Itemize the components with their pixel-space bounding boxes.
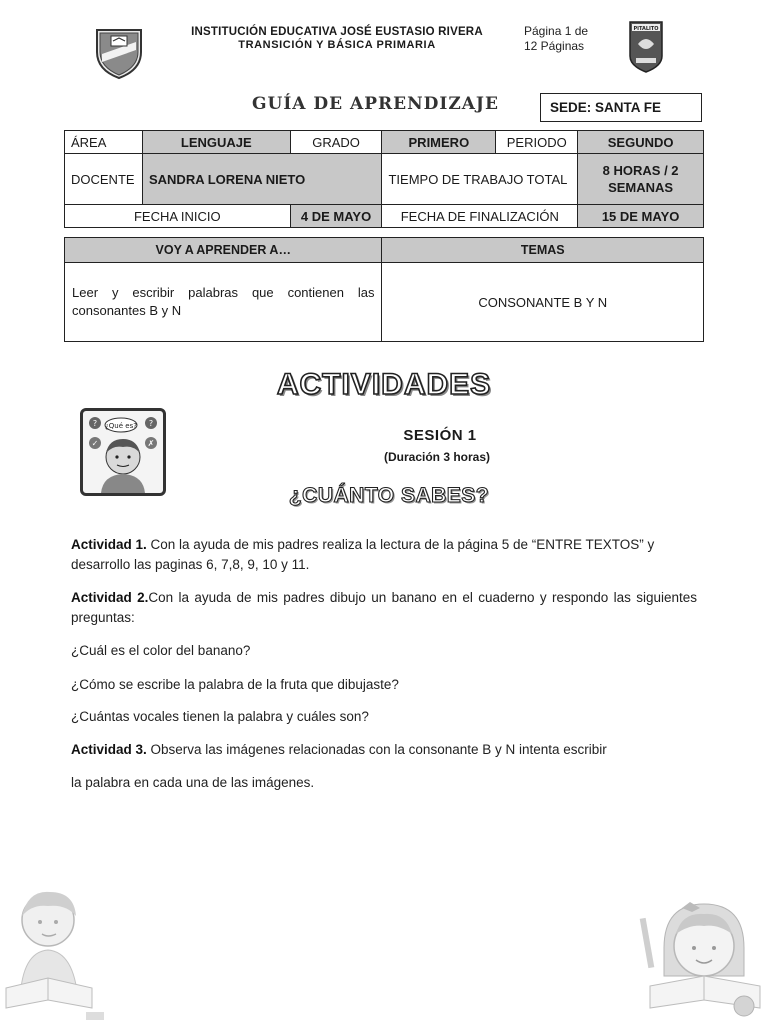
activity-2-text: Con la ayuda de mis padres dibujo un banano en el cuaderno y respondo las siguientes preguntas: — [71, 590, 697, 625]
grado-value: PRIMERO — [382, 131, 496, 154]
periodo-label: PERIODO — [496, 131, 578, 154]
svg-text:✓: ✓ — [91, 439, 99, 448]
learning-objective: Leer y escribir palabras que contienen las consonantes B y N — [65, 263, 382, 342]
inicio-label: FECHA INICIO — [65, 205, 291, 228]
quiz-bubble-text: ¿Qué es? — [105, 422, 137, 430]
fin-value: 15 DE MAYO — [578, 205, 704, 228]
activity-3-continuation: la palabra en cada una de las imágenes. — [71, 775, 315, 790]
learning-topic: CONSONANTE B Y N — [382, 263, 704, 342]
page-counter-line1: Página 1 de — [524, 24, 589, 38]
reading-girl-illustration — [620, 888, 768, 1024]
page-counter-line2: 12 Páginas — [524, 39, 585, 53]
activity-3 — [71, 740, 697, 760]
session-title: SESIÓN 1 — [403, 427, 477, 444]
svg-text:?: ? — [92, 419, 98, 428]
docente-label: DOCENTE — [65, 154, 143, 205]
activity-2 — [71, 588, 697, 628]
reading-boy-illustration — [0, 880, 110, 1024]
activity-1 — [71, 535, 697, 575]
tiempo-value: 8 HORAS / 2 SEMANAS — [578, 154, 704, 205]
page-counter — [524, 24, 588, 54]
learning-table — [64, 237, 704, 342]
activity-1-text: Con la ayuda de mis padres realiza la lectura de la página 5 de “ENTRE TEXTOS” y desarrollo las paginas 6, 7,8, 9, 10 y 11. — [71, 537, 655, 572]
question-2: ¿Cómo se escribe la palabra de la fruta que dibujaste? — [71, 677, 399, 692]
school-shield-logo — [94, 24, 144, 80]
question-3: ¿Cuántas vocales tienen la palabra y cuáles son? — [71, 709, 369, 724]
docente-value: SANDRA LORENA NIETO — [142, 154, 381, 205]
institution-level: TRANSICIÓN Y BÁSICA PRIMARIA — [238, 39, 436, 51]
inicio-value: 4 DE MAYO — [290, 205, 382, 228]
learning-header-topics: TEMAS — [382, 238, 704, 263]
activity-3-text: Observa las imágenes relacionadas con la consonante B y N intenta escribir — [146, 742, 607, 757]
area-label: ÁREA — [65, 131, 143, 154]
fin-label: FECHA DE FINALIZACIÓN — [382, 205, 578, 228]
sede-box: SEDE: SANTA FE — [540, 93, 702, 122]
activities-title: ACTIVIDADES — [276, 368, 492, 401]
guide-title: GUÍA DE APRENDIZAJE — [252, 94, 499, 114]
institution-name: INSTITUCIÓN EDUCATIVA JOSÉ EUSTASIO RIVERA — [191, 26, 483, 38]
grado-label: GRADO — [290, 131, 382, 154]
activity-1-label: Actividad 1. — [71, 537, 147, 552]
activity-2-label: Actividad 2. — [71, 590, 149, 605]
thinking-child-illustration — [80, 408, 166, 496]
tiempo-label: TIEMPO DE TRABAJO TOTAL — [382, 154, 578, 205]
periodo-value: SEGUNDO — [578, 131, 704, 154]
question-1: ¿Cuál es el color del banano? — [71, 643, 251, 658]
area-value: LENGUAJE — [142, 131, 290, 154]
info-table — [64, 130, 704, 228]
svg-text:?: ? — [148, 419, 154, 428]
municipal-shield-logo — [628, 20, 664, 74]
activity-3-label: Actividad 3. — [71, 742, 147, 757]
session-duration: (Duración 3 horas) — [383, 450, 491, 464]
learning-header-objective: VOY A APRENDER A… — [65, 238, 382, 263]
question-title: ¿CUÁNTO SABES? — [288, 484, 490, 507]
svg-text:✗: ✗ — [147, 439, 155, 448]
municipal-shield-text: PITALITO — [633, 26, 659, 32]
